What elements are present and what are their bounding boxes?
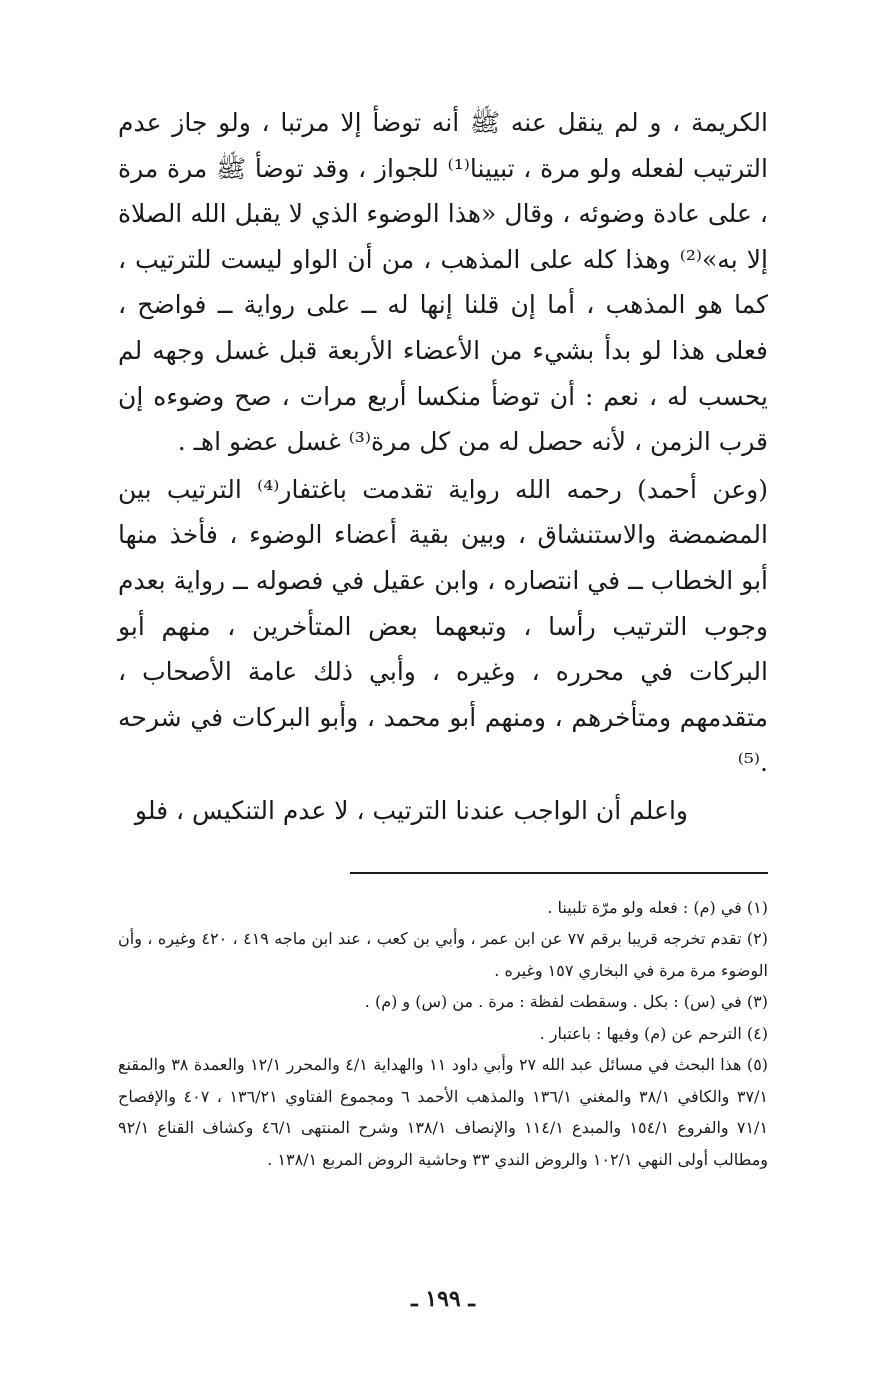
footnote-5: (٥) هذا البحث في مسائل عبد الله ٢٧ وأبي داود ١١ والهداية ٤/١ والمحرر ١٢/١ والعمدة ٣٨ والمقنع ٣٧/١ والكافي ٣٨/١ والمغني ١٣٦/١ والمذهب الأحمد ٦ ومجموع الفتاوي ١٣٦/٢١ ، ٤٠٧ والإفصاح ٧١/١ والفروع ١٥٤/١ والمبدع ١١٤/١ والإنصاف ١٣٨/١ وشرح المنتهى ٤٦/١ وكشاف القناع ٩٢/١ ومطالب أولى النهي ١٠٢/١ والروض الندي ٣٣ وحاشية الروض المربع ١٣٨/١ . [118, 1055, 769, 1169]
paragraph-2: (وعن أحمد) رحمه الله رواية تقدمت باغتفار⁽⁴⁾ الترتيب بين المضمضة والاستنشاق ، وبين بقية أعضاء الوضوء ، فأخذ منها أبو الخطاب ــ في انتصاره ، وابن عقيل في فصوله ــ رواية بعدم وجوب الترتيب رأسا ، وتبعهما بعض المتأخرين ، منهم أبو البركات في محرره ، وغيره ، وأبي ذلك عامة الأصحاب ، متقدمهم ومتأخرهم ، ومنهم أبو محمد ، وأبو البركات في شرحه .⁽⁵⁾ [118, 474, 768, 778]
document-page [118, 100, 768, 1340]
footnotes [118, 892, 768, 1176]
footnote-2: (٢) تقدم تخرجه قريبا برقم ٧٧ عن ابن عمر ، وأبي بن كعب ، عند ابن ماجه ٤١٩ ، ٤٢٠ وغيره ، وأن الوضوء مرة مرة في البخاري ١٥٧ وغيره . [118, 929, 768, 980]
footnote-divider [350, 872, 768, 874]
footnote-4: (٤) الترحم عن (م) وفيها : باعتبار . [539, 1023, 768, 1043]
footnote-1: (١) في (م) : فعله ولو مرّة تلبينا . [547, 897, 768, 917]
footnote-3: (٣) في (س) : بكل . وسقطت لفظة : مرة . من (س) و (م) . [364, 992, 768, 1011]
paragraph-3: واعلم أن الواجب عندنا الترتيب ، لا عدم التنكيس ، فلو [134, 795, 688, 825]
page-number: ـ ١٩٩ ـ [411, 1286, 475, 1312]
main-text [118, 100, 768, 834]
paragraph-1: الكريمة ، و لم ينقل عنه ﷺ أنه توضأ إلا مرتبا ، ولو جاز عدم الترتيب لفعله ولو مرة ، تبيينا⁽¹⁾ للجواز ، وقد توضأ ﷺ مرة مرة ، على عادة وضوئه ، وقال «هذا الوضوء الذي لا يقبل الله الصلاة إلا به»⁽²⁾ وهذا كله على المذهب ، من أن الواو ليست للترتيب ، كما هو المذهب ، أما إن قلنا إنها له ــ على رواية ــ فواضح ، فعلى هذا لو بدأ بشيء من الأعضاء الأربعة قبل غسل وجهه لم يحسب له ، نعم : أن توضأ منكسا أربع مرات ، صح وضوءه إن قرب الزمن ، لأنه حصل له من كل مرة⁽³⁾ غسل عضو اهـ . [118, 108, 768, 457]
